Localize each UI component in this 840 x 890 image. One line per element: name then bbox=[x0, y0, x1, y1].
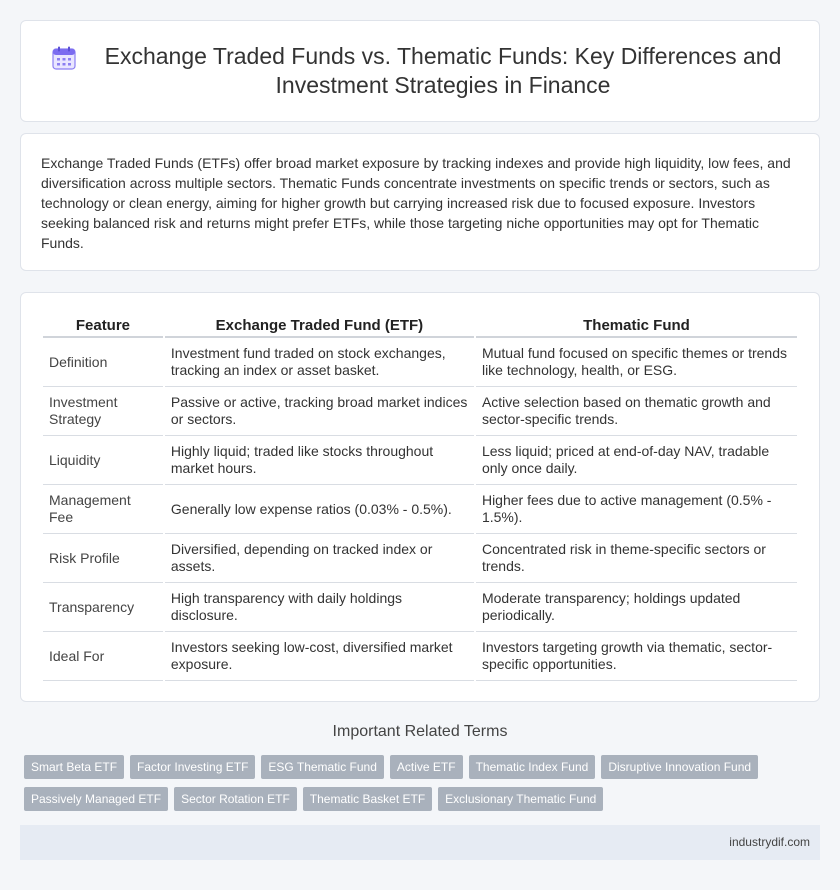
tag-active-etf[interactable]: Active ETF bbox=[390, 755, 463, 779]
thematic-cell: Mutual fund focused on specific themes or trends like technology, health, or ESG. bbox=[476, 338, 797, 387]
tag-passively-managed-etf[interactable]: Passively Managed ETF bbox=[24, 787, 168, 811]
intro-paragraph: Exchange Traded Funds (ETFs) offer broad market exposure by tracking indexes and provide high liquidity, low fees, and diversification across multiple sectors. Thematic Funds concentrate investments on specific trends or sectors, such as technology or clean energy, aiming for higher growth but carrying increased risk due to focused exposure. Investors seeking balanced risk and returns might prefer ETFs, while those targeting niche opportunities may opt for Thematic Funds. bbox=[41, 155, 791, 251]
tag-row bbox=[24, 787, 804, 811]
table-row bbox=[43, 338, 797, 387]
tag-smart-beta-etf[interactable]: Smart Beta ETF bbox=[24, 755, 124, 779]
thematic-cell: Less liquid; priced at end-of-day NAV, tradable only once daily. bbox=[476, 436, 797, 485]
feature-cell: Management Fee bbox=[43, 485, 163, 534]
tag-thematic-basket-etf[interactable]: Thematic Basket ETF bbox=[303, 787, 432, 811]
tag-exclusionary-thematic-fund[interactable]: Exclusionary Thematic Fund bbox=[438, 787, 603, 811]
tag-sector-rotation-etf[interactable]: Sector Rotation ETF bbox=[174, 787, 297, 811]
thematic-cell: Active selection based on thematic growth and sector-specific trends. bbox=[476, 387, 797, 436]
header-thematic: Thematic Fund bbox=[476, 316, 797, 338]
etf-cell: Highly liquid; traded like stocks throughout market hours. bbox=[165, 436, 474, 485]
header-card bbox=[20, 20, 820, 122]
tag-disruptive-innovation-fund[interactable]: Disruptive Innovation Fund bbox=[601, 755, 758, 779]
table-row bbox=[43, 485, 797, 534]
etf-cell: Investors seeking low-cost, diversified market exposure. bbox=[165, 632, 474, 681]
table-row bbox=[43, 632, 797, 681]
table-header-row bbox=[43, 316, 797, 338]
footer bbox=[20, 825, 820, 860]
page-title: Exchange Traded Funds vs. Thematic Funds: Key Differences and Investment Strategies in Finance bbox=[104, 43, 782, 98]
header-feature: Feature bbox=[43, 316, 163, 338]
feature-cell: Ideal For bbox=[43, 632, 163, 681]
related-terms-heading: Important Related Terms bbox=[332, 723, 508, 740]
table-row bbox=[43, 436, 797, 485]
thematic-cell: Higher fees due to active management (0.5% - 1.5%). bbox=[476, 485, 797, 534]
feature-cell: Definition bbox=[43, 338, 163, 387]
etf-cell: Passive or active, tracking broad market indices or sectors. bbox=[165, 387, 474, 436]
feature-cell: Transparency bbox=[43, 583, 163, 632]
thematic-cell: Concentrated risk in theme-specific sectors or trends. bbox=[476, 534, 797, 583]
tag-esg-thematic-fund[interactable]: ESG Thematic Fund bbox=[261, 755, 384, 779]
tag-row bbox=[24, 755, 804, 779]
thematic-cell: Moderate transparency; holdings updated periodically. bbox=[476, 583, 797, 632]
table-row bbox=[43, 534, 797, 583]
calendar-icon bbox=[51, 45, 77, 71]
table-row bbox=[43, 387, 797, 436]
etf-cell: Investment fund traded on stock exchanges, tracking an index or asset basket. bbox=[165, 338, 474, 387]
feature-cell: Liquidity bbox=[43, 436, 163, 485]
etf-cell: High transparency with daily holdings disclosure. bbox=[165, 583, 474, 632]
feature-cell: Investment Strategy bbox=[43, 387, 163, 436]
footer-source-link[interactable]: industrydif.com bbox=[729, 835, 810, 849]
feature-cell: Risk Profile bbox=[43, 534, 163, 583]
thematic-cell: Investors targeting growth via thematic, sector-specific opportunities. bbox=[476, 632, 797, 681]
table-row bbox=[43, 583, 797, 632]
tag-factor-investing-etf[interactable]: Factor Investing ETF bbox=[130, 755, 255, 779]
etf-cell: Diversified, depending on tracked index or assets. bbox=[165, 534, 474, 583]
intro-card bbox=[20, 133, 820, 271]
etf-cell: Generally low expense ratios (0.03% - 0.5%). bbox=[165, 485, 474, 534]
header-etf: Exchange Traded Fund (ETF) bbox=[165, 316, 474, 338]
related-terms-tags bbox=[24, 755, 804, 819]
comparison-table-card bbox=[20, 292, 820, 702]
comparison-table bbox=[41, 316, 799, 681]
tag-thematic-index-fund[interactable]: Thematic Index Fund bbox=[469, 755, 596, 779]
